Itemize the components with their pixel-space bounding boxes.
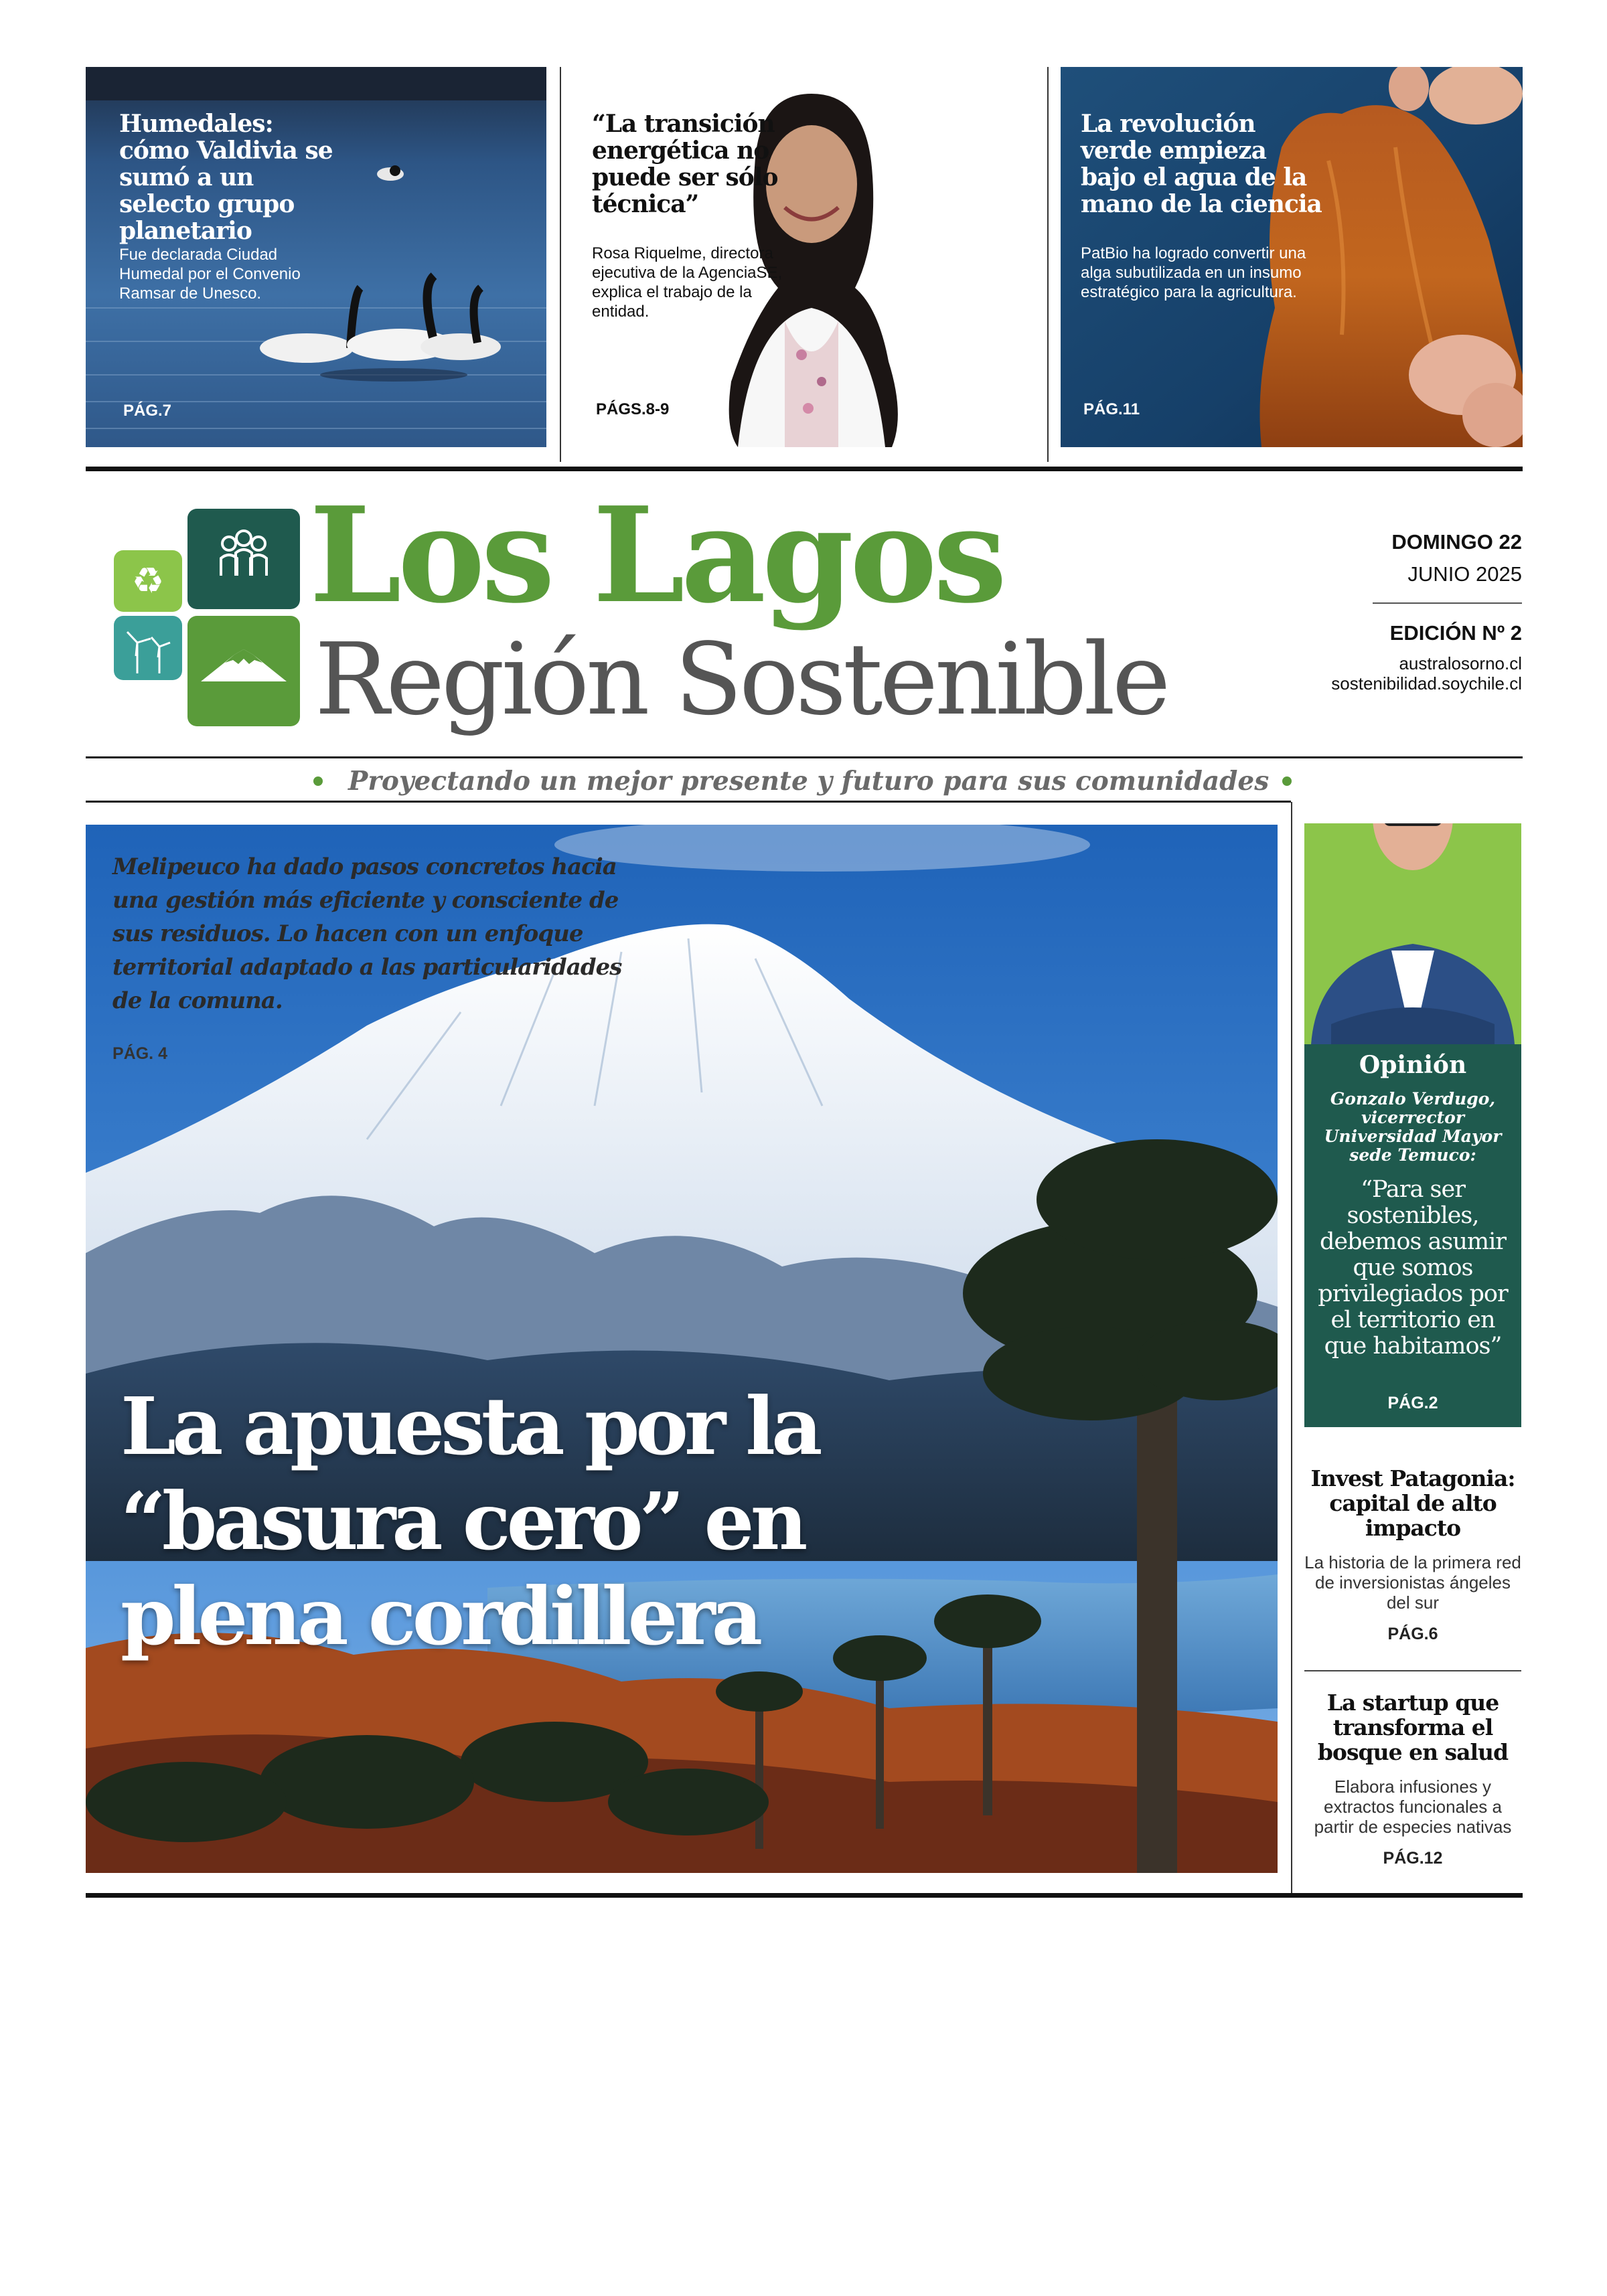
portrait-gonzalo-verdugo: [1304, 823, 1521, 1044]
side-story-page: PÁG.12: [1383, 1849, 1443, 1868]
teaser-page: PÁGS.8-9: [596, 400, 670, 418]
teaser-title: Humedales: cómo Valdivia se sumó a un selecto grupo planetario: [119, 110, 333, 245]
side-story-page: PÁG.6: [1387, 1625, 1438, 1643]
masthead-subtitle: Región Sostenible: [315, 622, 1168, 737]
recycle-icon: ♻: [131, 560, 165, 602]
logo-square-recycle: [114, 550, 182, 612]
masthead-title: Los Lagos: [309, 479, 1004, 633]
volcano-icon: [187, 616, 300, 726]
teaser-text: Rosa Riquelme, directora ejecutiva de la AgenciaSE, explica el trabajo de la entidad.: [592, 244, 783, 321]
masthead-divider: [1373, 602, 1522, 604]
teaser-title: “La transición energética no puede ser sólo técnica”: [592, 110, 778, 218]
tagline-bullet: [313, 776, 323, 786]
side-story-text: Elabora infusiones y extractos funcionales a partir de especies nativas: [1314, 1777, 1512, 1837]
logo-square-volcano: [187, 616, 300, 726]
teaser-title: La revolución verde empieza bajo el agua de la mano de la ciencia: [1081, 110, 1322, 218]
side-story-text: La historia de la primera red de inversionistas ángeles del sur: [1304, 1552, 1521, 1613]
main-story-page: PÁG. 4: [112, 1044, 167, 1063]
issue-date-month: JUNIO 2025: [1407, 562, 1522, 586]
teaser-page: PÁG.11: [1083, 400, 1140, 418]
column-divider: [1291, 802, 1292, 1893]
teaser-text: PatBio ha logrado convertir una alga subutilizada en un insumo estratégico para la agricultura.: [1081, 244, 1306, 301]
teaser-transicion-energetica[interactable]: [561, 67, 1047, 447]
top-rule: [86, 467, 1523, 471]
side-story-title: La startup que transforma el bosque en salud: [1317, 1690, 1509, 1765]
logo-square-wind: [114, 616, 182, 680]
opinion-box[interactable]: [1304, 823, 1521, 1427]
opinion-label: Opinión: [1359, 1051, 1467, 1079]
opinion-author: Gonzalo Verdugo, vicerrector Universidad Mayor sede Temuco:: [1324, 1089, 1502, 1165]
opinion-page: PÁG.2: [1387, 1394, 1438, 1412]
bottom-rule: [86, 1893, 1523, 1898]
main-story-lead: Melipeuco ha dado pasos concretos hacia una gestión más eficiente y consciente de sus residuos. Lo hacen con un enfoque territorial adaptado a las particularidades de la comuna.: [112, 853, 622, 1014]
tagline-rule-bottom: [86, 801, 1291, 803]
edition-number: EDICIÓN Nº 2: [1389, 621, 1522, 645]
side-story-title: Invest Patagonia: capital de alto impacto: [1310, 1465, 1515, 1541]
opinion-quote: “Para ser sostenibles, debemos asumir que somos privilegiados por el territorio en que habitamos”: [1318, 1176, 1508, 1360]
people-icon: [187, 509, 300, 609]
teaser-page: PÁG.7: [123, 402, 172, 420]
tagline-rule-top: [86, 756, 1523, 758]
teaser-text: Fue declarada Ciudad Humedal por el Convenio Ramsar de Unesco.: [119, 246, 301, 303]
teaser-humedales[interactable]: [86, 67, 546, 447]
website-link[interactable]: sostenibilidad.soychile.cl: [1331, 673, 1522, 693]
main-headline[interactable]: La apuesta por la “basura cero” en plena cordillera: [121, 1380, 819, 1663]
column-divider: [1047, 67, 1049, 462]
side-story-invest-patagonia[interactable]: [1304, 1466, 1521, 1644]
tagline-bullet: [1282, 776, 1292, 786]
wind-turbine-icon: [114, 616, 182, 680]
teaser-revolucion-verde[interactable]: [1061, 67, 1523, 447]
side-story-startup-bosque[interactable]: [1304, 1690, 1521, 1868]
tagline: Proyectando un mejor presente y futuro para sus comunidades: [348, 766, 1270, 797]
logo-square-people: [187, 509, 300, 609]
issue-date-day: DOMINGO 22: [1391, 530, 1522, 554]
sidebar-divider: [1304, 1670, 1521, 1671]
masthead-logo: [114, 509, 301, 726]
website-link[interactable]: australosorno.cl: [1399, 653, 1522, 673]
